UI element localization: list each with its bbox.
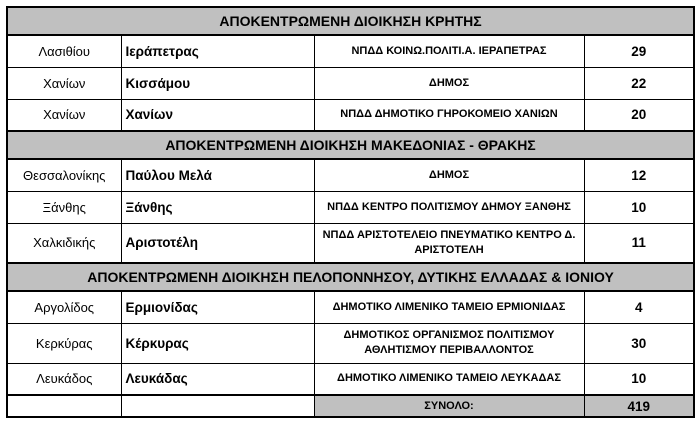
municipality-cell: Κισσάμου <box>121 67 314 99</box>
empty-cell <box>121 395 314 417</box>
total-value: 419 <box>584 395 694 417</box>
municipality-cell: Λευκάδας <box>121 363 314 395</box>
prefecture-cell: Χαλκιδικής <box>7 223 121 263</box>
table-row <box>7 35 694 67</box>
prefecture-cell: Χανίων <box>7 99 121 131</box>
empty-cell <box>7 395 121 417</box>
prefecture-cell: Αργολίδος <box>7 291 121 323</box>
organization-cell: ΔΗΜΟΤΙΚΟΣ ΟΡΓΑΝΙΣΜΟΣ ΠΟΛΙΤΙΣΜΟΥ ΑΘΛΗΤΙΣΜΟΥ ΠΕΡΙΒΑΛΛΟΝΤΟΣ <box>314 323 584 363</box>
administration-table <box>6 6 695 418</box>
prefecture-cell: Λευκάδος <box>7 363 121 395</box>
count-cell: 12 <box>584 159 694 191</box>
section-header-row-makedonias-thrakis <box>7 131 694 159</box>
prefecture-cell: Θεσσαλονίκης <box>7 159 121 191</box>
organization-cell: ΝΠΔΔ ΚΟΙΝΩ.ΠΟΛΙΤΙ.Α. ΙΕΡΑΠΕΤΡΑΣ <box>314 35 584 67</box>
municipality-cell: Ιεράπετρας <box>121 35 314 67</box>
count-cell: 4 <box>584 291 694 323</box>
section-header-row-kritis <box>7 7 694 35</box>
organization-cell: ΝΠΔΔ ΑΡΙΣΤΟΤΕΛΕΙΟ ΠΝΕΥΜΑΤΙΚΟ ΚΕΝΤΡΟ Δ. ΑΡΙΣΤΟΤΕΛΗ <box>314 223 584 263</box>
section-header-label: ΑΠΟΚΕΝΤΡΩΜΕΝΗ ΔΙΟΙΚΗΣΗ ΜΑΚΕΔΟΝΙΑΣ - ΘΡΑΚΗΣ <box>7 131 694 159</box>
municipality-cell: Χανίων <box>121 99 314 131</box>
count-cell: 20 <box>584 99 694 131</box>
count-cell: 10 <box>584 363 694 395</box>
prefecture-cell: Χανίων <box>7 67 121 99</box>
table-row <box>7 323 694 363</box>
total-label: ΣΥΝΟΛΟ: <box>314 395 584 417</box>
table-row <box>7 99 694 131</box>
count-cell: 11 <box>584 223 694 263</box>
table-row <box>7 291 694 323</box>
municipality-cell: Ερμιονίδας <box>121 291 314 323</box>
prefecture-cell: Ξάνθης <box>7 191 121 223</box>
table-row <box>7 363 694 395</box>
organization-cell: ΔΗΜΟΣ <box>314 67 584 99</box>
table-row <box>7 67 694 99</box>
prefecture-cell: Κερκύρας <box>7 323 121 363</box>
organization-cell: ΔΗΜΟΣ <box>314 159 584 191</box>
table-row <box>7 159 694 191</box>
municipality-cell: Αριστοτέλη <box>121 223 314 263</box>
section-header-label: ΑΠΟΚΕΝΤΡΩΜΕΝΗ ΔΙΟΙΚΗΣΗ ΠΕΛΟΠΟΝΝΗΣΟΥ, ΔΥΤΙΚΗΣ ΕΛΛΑΔΑΣ & ΙΟΝΙΟΥ <box>7 263 694 291</box>
organization-cell: ΝΠΔΔ ΔΗΜΟΤΙΚΟ ΓΗΡΟΚΟΜΕΙΟ ΧΑΝΙΩΝ <box>314 99 584 131</box>
table-row <box>7 223 694 263</box>
count-cell: 22 <box>584 67 694 99</box>
count-cell: 29 <box>584 35 694 67</box>
count-cell: 30 <box>584 323 694 363</box>
organization-cell: ΔΗΜΟΤΙΚΟ ΛΙΜΕΝΙΚΟ ΤΑΜΕΙΟ ΕΡΜΙΟΝΙΔΑΣ <box>314 291 584 323</box>
prefecture-cell: Λασιθίου <box>7 35 121 67</box>
section-header-label: ΑΠΟΚΕΝΤΡΩΜΕΝΗ ΔΙΟΙΚΗΣΗ ΚΡΗΤΗΣ <box>7 7 694 35</box>
count-cell: 10 <box>584 191 694 223</box>
organization-cell: ΔΗΜΟΤΙΚΟ ΛΙΜΕΝΙΚΟ ΤΑΜΕΙΟ ΛΕΥΚΑΔΑΣ <box>314 363 584 395</box>
municipality-cell: Κέρκυρας <box>121 323 314 363</box>
organization-cell: ΝΠΔΔ ΚΕΝΤΡΟ ΠΟΛΙΤΙΣΜΟΥ ΔΗΜΟΥ ΞΑΝΘΗΣ <box>314 191 584 223</box>
table-row <box>7 191 694 223</box>
section-header-row-peloponnisou <box>7 263 694 291</box>
municipality-cell: Ξάνθης <box>121 191 314 223</box>
municipality-cell: Παύλου Μελά <box>121 159 314 191</box>
total-row <box>7 395 694 417</box>
